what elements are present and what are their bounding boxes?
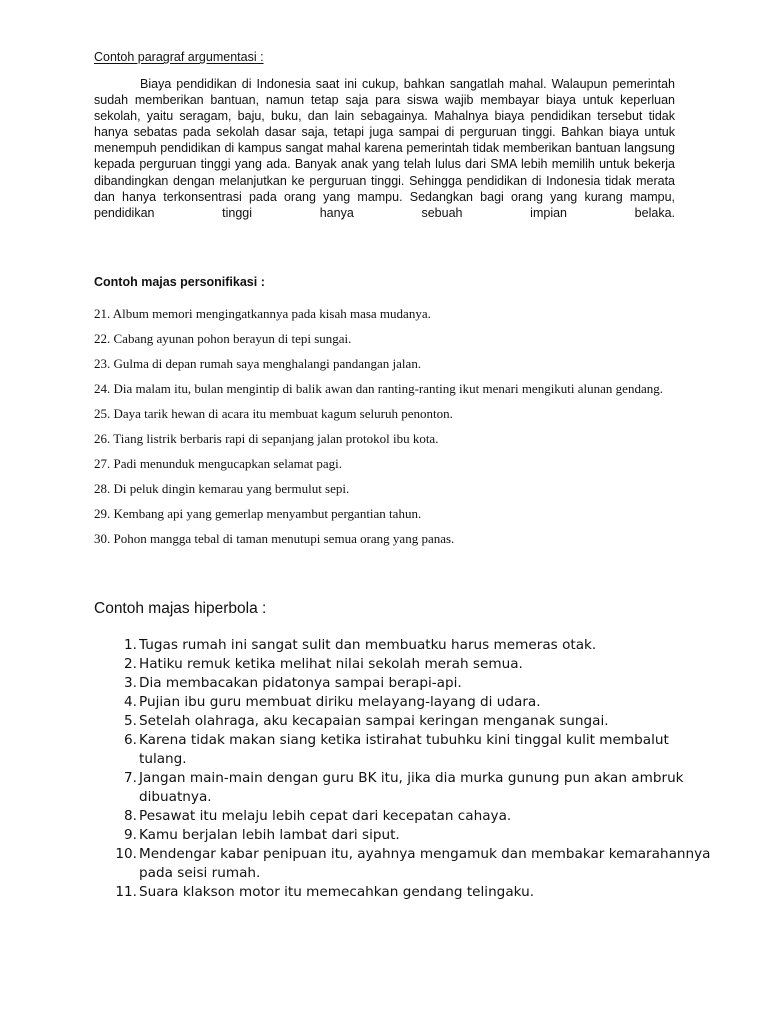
list-item (94, 655, 714, 674)
list-item: 29. Kembang api yang gemerlap menyambut pergantian tahun. (94, 506, 422, 521)
list-text: Hatiku remuk ketika melihat nilai sekolah merah semua. (139, 656, 523, 672)
list-number: 3. (124, 675, 137, 691)
list-item: 25. Daya tarik hewan di acara itu membuat kagum seluruh penonton. (94, 406, 453, 421)
list-number: 11. (115, 884, 137, 900)
list-item (94, 712, 714, 731)
list-text: Jangan main-main dengan guru BK itu, jika dia murka gunung pun akan ambruk dibuatnya. (139, 770, 684, 805)
list-item (94, 826, 714, 845)
list-number: 7. (124, 770, 137, 786)
list-number: 1. (124, 637, 137, 653)
list-item: 23. Gulma di depan rumah saya menghalangi pandangan jalan. (94, 356, 422, 371)
list-item: 30. Pohon mangga tebal di taman menutupi semua orang yang panas. (94, 531, 455, 546)
list-text: Pesawat itu melaju lebih cepat dari kecepatan cahaya. (139, 808, 512, 824)
list-item (94, 693, 714, 712)
personifikasi-heading: Contoh majas personifikasi : (94, 275, 265, 289)
list-item: 24. Dia malam itu, bulan mengintip di balik awan dan ranting-ranting ikut menari mengikuti alunan gendang. (94, 381, 663, 396)
argumentasi-paragraph: Biaya pendidikan di Indonesia saat ini cukup, bahkan sangatlah mahal. Walaupun pemerintah sudah memberikan bantuan, namun tetap saja para siswa wajib membayar biaya untuk keperluan sekolah, yaitu seragam, baju, buku, dan lain sebagainya. Mahalnya biaya pendidikan tersebut tidak hanya sebatas pada sekolah dasar saja, tetapi juga sampai di perguruan tinggi. Bahkan biaya untuk menempuh pendidikan di kampus sangat mahal karena pemerintah tidak memberikan bantuan langsung kepada perguruan tinggi yang ada. Banyak anak yang telah lulus dari SMA lebih memilih untuk bekerja dibandingkan dengan melanjutkan ke perguruan tinggi. Sehingga pendidikan di Indonesia tidak merata dan hanya terkonsentrasi pada orang yang mampu. Sedangkan bagi orang yang kurang mampu, pendidikan tinggi hanya sebuah impian belaka. (94, 77, 675, 220)
list-text: Kamu berjalan lebih lambat dari siput. (139, 827, 400, 843)
argumentasi-heading: Contoh paragraf argumentasi : (94, 50, 264, 64)
list-text: Pujian ibu guru membuat diriku melayang-layang di udara. (139, 694, 541, 710)
list-number: 9. (124, 827, 137, 843)
list-number: 8. (124, 808, 137, 824)
list-number: 5. (124, 713, 137, 729)
list-number: 4. (124, 694, 137, 710)
list-item: 21. Album memori mengingatkannya pada kisah masa mudanya. (94, 306, 431, 321)
list-text: Suara klakson motor itu memecahkan gendang telingaku. (139, 884, 535, 900)
list-number: 6. (124, 732, 137, 748)
list-text: Dia membacakan pidatonya sampai berapi-api. (139, 675, 462, 691)
list-number: 10. (115, 846, 137, 862)
list-item (94, 731, 714, 769)
list-item: 28. Di peluk dingin kemarau yang bermulut sepi. (94, 481, 350, 496)
list-item (94, 674, 714, 693)
personifikasi-list (94, 306, 674, 556)
list-item (94, 845, 714, 883)
hiperbola-list (94, 636, 714, 902)
list-number: 2. (124, 656, 137, 672)
hiperbola-heading: Contoh majas hiperbola : (94, 600, 267, 617)
list-item: 26. Tiang listrik berbaris rapi di sepanjang jalan protokol ibu kota. (94, 431, 439, 446)
list-item (94, 807, 714, 826)
list-item (94, 883, 714, 902)
list-text: Setelah olahraga, aku kecapaian sampai keringan menganak sungai. (139, 713, 609, 729)
list-item: 27. Padi menunduk mengucapkan selamat pagi. (94, 456, 343, 471)
list-item (94, 636, 714, 655)
list-text: Mendengar kabar penipuan itu, ayahnya mengamuk dan membakar kemarahannya pada seisi rumah. (139, 846, 711, 881)
list-item (94, 769, 714, 807)
list-item: 22. Cabang ayunan pohon berayun di tepi sungai. (94, 331, 352, 346)
list-text: Tugas rumah ini sangat sulit dan membuatku harus memeras otak. (139, 637, 597, 653)
list-text: Karena tidak makan siang ketika istirahat tubuhku kini tinggal kulit membalut tulang. (139, 732, 669, 767)
